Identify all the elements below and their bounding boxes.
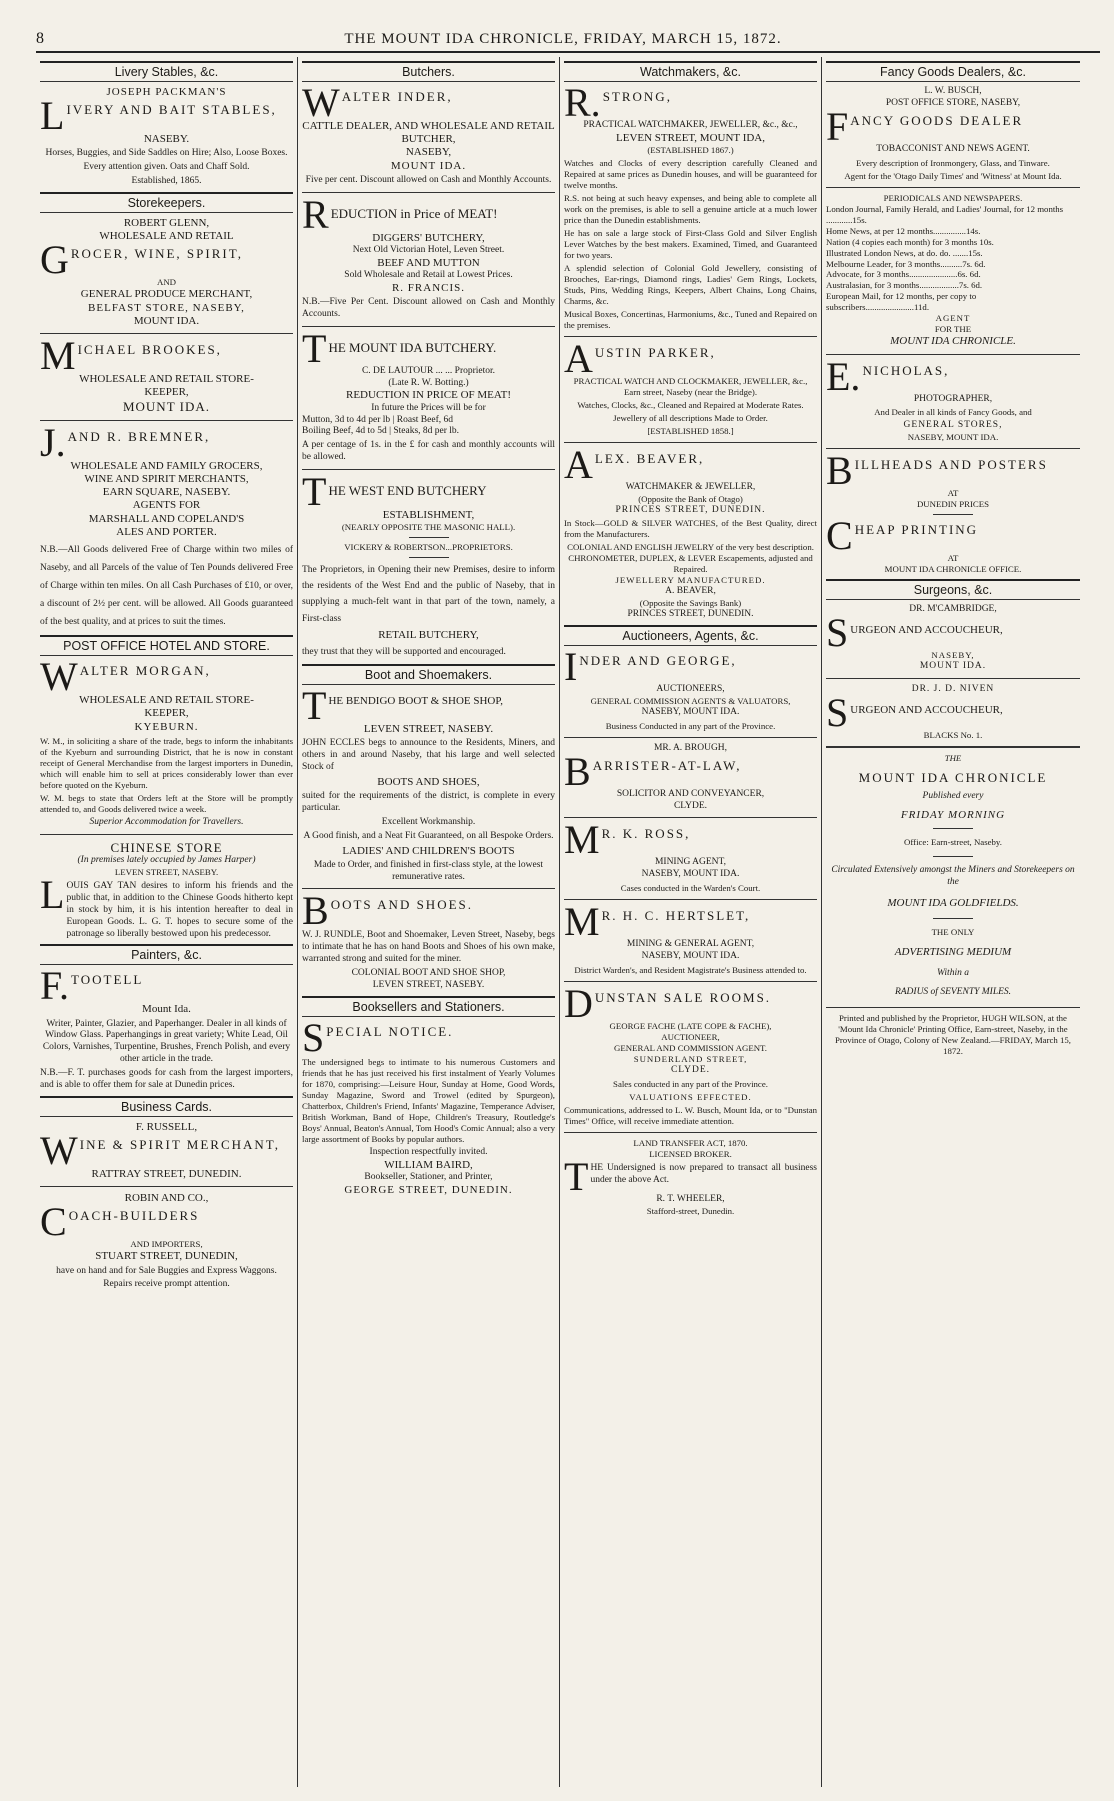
ad-place: NASEBY.	[143, 133, 190, 146]
ad-line: RADIUS of SEVENTY MILES.	[894, 987, 1012, 998]
ad-body: have on hand and for Sale Buggies and Express Waggons.	[56, 1265, 277, 1276]
divider	[409, 557, 449, 558]
ad-headline: W ALTER INDER,	[302, 80, 453, 125]
divider	[409, 537, 449, 538]
column-2	[298, 57, 560, 1787]
drop-cap: W	[40, 654, 78, 700]
ad-name: F. RUSSELL,	[135, 1120, 198, 1133]
ad-line: DUNEDIN PRICES	[916, 499, 990, 510]
column-3	[560, 57, 822, 1787]
divider	[564, 737, 817, 738]
divider	[933, 828, 973, 829]
section-heading: Auctioneers, Agents, &c.	[564, 625, 817, 646]
divider	[564, 981, 817, 982]
ad-line: BLACKS No. 1.	[923, 729, 983, 740]
ad-line: MINING AGENT,	[654, 857, 727, 868]
ad-line: WHOLESALE AND RETAIL STORE-	[79, 372, 254, 385]
ad-headline: B ARRISTER-AT-LAW,	[564, 748, 742, 794]
ad-line: STUART STREET, DUNEDIN,	[95, 1250, 238, 1263]
ad-body: Made to Order, and finished in first-class style, at the lowest remunerative rates.	[313, 859, 544, 882]
ad-line: WHOLESALE AND FAMILY GROCERS,	[70, 459, 263, 472]
ad-line: LEVEN STREET, NASEBY.	[114, 867, 219, 878]
ad-line: NASEBY, MOUNT IDA.	[641, 706, 740, 717]
ad-body: N.B.—F. T. purchases goods for cash from the largest importers, and is able to offer them for sale at Dunedin prices.	[40, 1068, 293, 1090]
drop-cap: W	[302, 80, 340, 125]
drop-cap: L	[40, 872, 65, 918]
ad-line: MOUNT IDA.	[133, 314, 200, 327]
drop-cap: T	[302, 325, 327, 371]
divider	[40, 834, 293, 835]
ad-headline: T HE MOUNT IDA BUTCHERY.	[302, 325, 497, 371]
divider	[40, 1186, 293, 1187]
divider	[302, 469, 555, 470]
ad-headline: M R. K. ROSS,	[564, 817, 691, 863]
ad-name: ROBERT GLENN,	[123, 217, 210, 229]
price-item: London Journal, Family Herald, and Ladies' Journal, for 12 months ............15s.	[826, 203, 1064, 225]
divider	[826, 187, 1080, 188]
ad-headline: L OUIS GAY TAN desires to inform his friends and the public that, in addition to the Chinese Goods hitherto kept in stock by him, it is his intention hereafter to deal in European Goods. L. G. T. hopes to secure some of the patronage so liberally bestowed upon his predecessor.	[40, 872, 293, 939]
drop-cap: F	[826, 103, 849, 149]
divider	[302, 888, 555, 889]
ad-line: Inspection respectfully invited.	[369, 1146, 488, 1157]
ad-headline: I NDER AND GEORGE,	[564, 644, 737, 690]
drop-cap: B	[826, 448, 853, 494]
section-heading: Booksellers and Stationers.	[302, 996, 555, 1017]
ad-line: Earn street, Naseby (near the Bridge).	[623, 386, 758, 397]
ad-body: suited for the requirements of the district, is complete in every particular.	[302, 791, 555, 813]
ad-line: BOOTS AND SHOES,	[377, 775, 480, 788]
divider	[564, 899, 817, 900]
ad-line: SOLICITOR AND CONVEYANCER,	[616, 788, 765, 799]
ad-line: NASEBY, MOUNT IDA.	[907, 432, 999, 443]
ad-line: LADIES' AND CHILDREN'S BOOTS	[342, 844, 515, 857]
ad-line: ADVERTISING MEDIUM	[894, 946, 1012, 959]
section-heading: Livery Stables, &c.	[40, 61, 293, 82]
ad-line: NASEBY, MOUNT IDA.	[641, 951, 740, 962]
ad-headline: S URGEON AND ACCOUCHEUR,	[826, 689, 1003, 735]
divider	[564, 817, 817, 818]
divider	[564, 1132, 817, 1133]
ad-line: CLYDE.	[670, 1064, 711, 1075]
drop-cap: M	[564, 899, 600, 945]
ad-line: THE	[944, 752, 962, 763]
ad-line: (Opposite the Bank of Otago)	[638, 493, 743, 504]
section-heading: Surgeons, &c.	[826, 579, 1080, 600]
ad-headline: M R. H. C. HERTSLET,	[564, 899, 751, 945]
ad-line: Mutton, 3d to 4d per lb | Roast Beef, 6d	[302, 414, 453, 425]
ad-line: Within a	[937, 967, 969, 978]
ad-line: (NEARLY OPPOSITE THE MASONIC HALL).	[341, 522, 516, 533]
divider	[933, 856, 973, 857]
divider	[564, 336, 817, 337]
ad-line: CLYDE.	[673, 800, 708, 811]
ad-body: Writer, Painter, Glazier, and Paperhanger. Dealer in all kinds of Window Glass. Paperhangings in great variety; White Lead, Oil Colors, Varnishes, Turpentine, Brushes, French Polish, and every other article in the trade.	[42, 1018, 291, 1065]
ad-name: CHINESE STORE	[110, 839, 223, 855]
ad-line: GENERAL PRODUCE MERCHANT,	[80, 288, 253, 301]
ad-line: VALUATIONS EFFECTED.	[629, 1091, 752, 1102]
ad-line: Stafford-street, Dunedin.	[646, 1205, 735, 1216]
ad-line: COLONIAL BOOT AND SHOE SHOP,	[351, 968, 506, 979]
ad-line: GENERAL AND COMMISSION AGENT.	[614, 1042, 767, 1053]
ad-established: [ESTABLISHED 1858.]	[647, 425, 734, 436]
drop-cap: A	[564, 441, 593, 487]
section-heading: Storekeepers.	[40, 192, 293, 213]
ad-name: L. W. BUSCH,	[924, 86, 982, 96]
ad-headline: W ALTER MORGAN,	[40, 654, 211, 700]
section-heading: Business Cards.	[40, 1096, 293, 1117]
masthead	[36, 30, 1100, 53]
drop-cap: S	[826, 689, 849, 735]
ad-line: Office: Earn-street, Naseby.	[904, 837, 1002, 848]
drop-cap: T	[564, 1153, 589, 1199]
price-item: Melbourne Leader, for 3 months..........7s. 6d.	[826, 258, 986, 269]
drop-cap: R	[302, 191, 329, 237]
ad-name: PERIODICALS AND NEWSPAPERS.	[883, 192, 1023, 203]
ad-line: KEEPER,	[144, 386, 189, 399]
ad-body: JOHN ECCLES begs to announce to the Residents, Miners, and others in and around Naseby, that his large and well selected Stock of	[302, 738, 555, 772]
ad-line: AUCTIONEER,	[661, 1031, 720, 1042]
ad-line: R. FRANCIS.	[391, 281, 466, 294]
price-item: Home News, at per 12 months...............14s.	[826, 225, 981, 236]
ad-body: W. J. RUNDLE, Boot and Shoemaker, Leven Street, Naseby, begs to intimate that he has on hand Boots and Shoes of his own make, warranted strong and suited for the miner.	[302, 930, 555, 965]
ad-line: BEEF AND MUTTON	[377, 256, 480, 269]
ad-body: W. M. begs to state that Orders left at the Store will be promptly attended to, and Goods delivered twice a week.	[40, 792, 293, 814]
ad-line: GENERAL COMMISSION AGENTS & VALUATORS,	[590, 695, 791, 706]
drop-cap: E.	[826, 353, 861, 399]
ad-line: PRACTICAL WATCHMAKER, JEWELLER, &c., &c.,	[583, 120, 798, 130]
ad-line: VICKERY & ROBERTSON...PROPRIETORS.	[344, 542, 513, 553]
ad-line: Excellent Workmanship.	[381, 816, 476, 827]
ad-line: FRIDAY MORNING	[900, 809, 1006, 822]
ad-line: A. BEAVER,	[665, 586, 716, 597]
ad-body: In Stock—GOLD & SILVER WATCHES, of the Best Quality, direct from the Manufacturers.	[564, 518, 817, 540]
ad-headline: L IVERY AND BAIT STABLES,	[40, 93, 277, 139]
ad-body: A splendid selection of Colonial Gold Jewellery, consisting of Brooches, Ear-rings, Diamond rings, Ladies' Gem Rings, Lockets, Studs, Pins, Wedding Rings, Keepers, Albert Chains, Long Chains, Charms, &c.	[564, 262, 817, 306]
price-item: Illustrated London News, at do. do. .......15s.	[826, 247, 983, 258]
ad-body: Communications, addressed to L. W. Busch, Mount Ida, or to "Dunstan Times" Office, will receive immediate attention.	[564, 1104, 817, 1126]
ad-line: BELFAST STORE, NASEBY,	[88, 301, 245, 314]
ad-line: NASEBY,	[931, 650, 975, 661]
ad-body: W. M., in soliciting a share of the trade, begs to inform the inhabitants of the Kyeburn and surrounding District, that he is now in constant receipt of General Merchandise from the largest importers in Dunedin, which will enable him to sell at prices considerably lower than ever before quoted on the Kyeburn.	[40, 735, 293, 790]
ad-body: And Dealer in all kinds of Fancy Goods, and	[874, 407, 1032, 418]
ad-headline: W INE & SPIRIT MERCHANT,	[40, 1128, 281, 1174]
ad-established: (ESTABLISHED 1867.)	[647, 145, 734, 156]
ad-line: MOUNT IDA CHRONICLE.	[890, 335, 1016, 348]
ad-line: (Opposite the Savings Bank)	[639, 598, 742, 609]
drop-cap: C	[40, 1199, 67, 1245]
divider	[826, 678, 1080, 679]
drop-cap: G	[40, 237, 69, 283]
ad-headline: F ANCY GOODS DEALER	[826, 103, 1024, 149]
drop-cap: C	[826, 513, 853, 559]
ad-line: AND IMPORTERS,	[130, 1239, 203, 1250]
ad-body: Musical Boxes, Concertinas, Harmoniums, &c., Tuned and Repaired on the premises.	[564, 308, 817, 330]
divider	[302, 192, 555, 193]
ad-line: WINE AND SPIRIT MERCHANTS,	[84, 473, 249, 486]
ad-line: Published every	[922, 791, 984, 802]
price-item: Australasian, for 3 months..................7s. 6d.	[826, 280, 983, 291]
ad-name: DR. M'CAMBRIDGE,	[909, 604, 997, 615]
ad-line: AT	[947, 553, 959, 564]
ad-line: POST OFFICE STORE, NASEBY,	[885, 97, 1021, 108]
ad-headline: C HEAP PRINTING	[826, 513, 979, 559]
ad-line: THE ONLY	[931, 927, 975, 938]
ad-line: R. T. WHEELER,	[656, 1193, 725, 1204]
drop-cap: J.	[40, 419, 66, 465]
ad-line: GEORGE FACHE (LATE COPE & FACHE),	[609, 1020, 772, 1031]
drop-cap: S	[826, 610, 849, 656]
ad-body: The Proprietors, in Opening their new Premises, desire to inform the residents of the West End and the public of Naseby, that in supplying a much-felt want in that part of the town, namely, a First-class	[302, 565, 555, 624]
ad-line: CHRONOMETER, DUPLEX, & LEVER Escapements, adjusted and Repaired.	[568, 553, 813, 575]
divider	[302, 326, 555, 327]
ad-headline: S PECIAL NOTICE.	[302, 1014, 454, 1060]
ad-body: A Good finish, and a Neat Fit Guaranteed, on all Bespoke Orders.	[303, 830, 554, 841]
divider	[826, 746, 1080, 748]
ad-line: TOBACCONIST AND NEWS AGENT.	[876, 143, 1030, 154]
drop-cap: D	[564, 980, 593, 1026]
ad-line: EARN SQUARE, NASEBY.	[102, 486, 231, 499]
ad-line: PRINCES STREET, DUNEDIN.	[615, 504, 766, 515]
divider	[40, 333, 293, 334]
ad-body: Business Conducted in any part of the Province.	[605, 720, 776, 731]
drop-cap: L	[40, 93, 65, 139]
divider	[826, 448, 1080, 449]
ad-line: LEVEN STREET, NASEBY.	[372, 979, 485, 990]
ad-line: FOR THE	[934, 324, 972, 335]
ad-line: RATTRAY STREET, DUNEDIN.	[91, 1168, 242, 1181]
ad-line: WHOLESALE AND RETAIL	[99, 230, 234, 243]
drop-cap: B	[564, 748, 591, 794]
ad-headline: T HE WEST END BUTCHERY	[302, 469, 487, 514]
ad-line: (Late R. W. Botting.)	[388, 377, 469, 388]
ad-headline: C OACH-BUILDERS	[40, 1199, 200, 1245]
drop-cap: M	[564, 817, 600, 863]
section-heading: Painters, &c.	[40, 944, 293, 965]
ad-line: Boiling Beef, 4d to 5d | Steaks, 8d per lb.	[302, 426, 460, 437]
ad-line: LEVEN STREET, MOUNT IDA,	[616, 131, 765, 144]
ad-name: DR. J. D. NIVEN	[911, 683, 995, 694]
ad-line: SUNDERLAND STREET,	[633, 1053, 748, 1064]
section-heading: POST OFFICE HOTEL AND STORE.	[40, 635, 293, 656]
drop-cap: I	[564, 644, 578, 690]
ad-body: Agent for the 'Otago Daily Times' and 'Witness' at Mount Ida.	[844, 170, 1062, 181]
ad-line: Sold Wholesale and Retail at Lowest Prices.	[344, 269, 513, 280]
ad-headline: R EDUCTION in Price of MEAT!	[302, 191, 498, 237]
ad-headline: E. NICHOLAS,	[826, 353, 950, 399]
ad-body: The undersigned begs to intimate to his numerous Customers and friends that he has just received his first instalment of Yearly Volumes for 1870, comprising:—Leisure Hour, Sunday at Home, Good Words, Sunday Magazine, Sword and Trowel (edited by Spurgeon), Chatterbox, Children's Friend, Infants' Magazine, Temperance Adviser, British Workman, Band of Hope, Children's Treasury, Routledge's Boys' Annual, Beaton's Annual, Tom Hood's Comic Annual; also a very large assortment of Books by popular authors.	[302, 1056, 555, 1144]
ad-body: Repairs receive prompt attention.	[103, 1279, 230, 1290]
ad-established: Established, 1865.	[131, 176, 202, 187]
drop-cap: T	[302, 469, 327, 514]
ad-line: REDUCTION IN PRICE OF MEAT!	[346, 389, 511, 402]
ad-line: PHOTOGRAPHER,	[913, 393, 993, 404]
ad-body: Sales conducted in any part of the Province.	[613, 1078, 768, 1089]
ad-headline: B ILLHEADS AND POSTERS	[826, 448, 1048, 494]
section-heading: Watchmakers, &c.	[564, 61, 817, 82]
ad-line: In future the Prices will be for	[371, 402, 486, 413]
ad-name: JOSEPH PACKMAN'S	[106, 86, 227, 98]
ad-line: Bookseller, Stationer, and Printer,	[364, 1171, 493, 1182]
ad-headline: B OOTS AND SHOES.	[302, 888, 474, 934]
ad-line: Circulated Extensively amongst the Miners and Storekeepers on the	[831, 865, 1075, 888]
ad-name: MOUNT IDA CHRONICLE	[858, 769, 1048, 785]
ad-body: Every attention given. Oats and Chaff Sold.	[83, 162, 250, 173]
ad-line: AGENT	[935, 313, 971, 324]
ad-headline: A USTIN PARKER,	[564, 335, 716, 381]
ad-headline: T HE BENDIGO BOOT & SHOE SHOP,	[302, 683, 504, 729]
ad-tagline: Superior Accommodation for Travellers.	[89, 816, 244, 827]
ad-line: WHOLESALE AND RETAIL STORE-	[79, 694, 254, 707]
drop-cap: W	[40, 1128, 78, 1174]
ad-headline: F. TOOTELL	[40, 963, 144, 1009]
ad-line: DIGGERS' BUTCHERY,	[372, 231, 485, 244]
ad-line: AUCTIONEERS,	[656, 684, 725, 695]
drop-cap: S	[302, 1014, 325, 1060]
ad-name: WILLIAM BAIRD,	[384, 1158, 473, 1171]
ad-body: they trust that they will be supported and encouraged.	[302, 646, 506, 657]
ad-name: MR. A. BROUGH,	[653, 742, 728, 753]
drop-cap: B	[302, 888, 329, 934]
ad-headline: R. STRONG,	[564, 80, 672, 125]
ad-line: AGENTS FOR	[132, 499, 201, 512]
ad-body: N.B.—All Goods delivered Free of Charge within two miles of Naseby, and all Parcels of the value of Ten Pounds delivered Free of Charge within ten miles. On all Cash Purchases of £10, or over, a discount of 2½ per cent. will be allowed. All Goods guaranteed of the best quality, and at prices to suit the times.	[40, 545, 293, 628]
ad-headline: D UNSTAN SALE ROOMS.	[564, 980, 772, 1026]
ad-headline: J. AND R. BREMNER,	[40, 419, 211, 465]
ad-body: He has on sale a large stock of First-Class Gold and Silver English Lever Watches by the best makers. Examined, Timed, and Guaranteed for two years.	[564, 227, 817, 260]
ad-line: MARSHALL AND COPELAND'S	[88, 512, 245, 525]
ad-line: COLONIAL AND ENGLISH JEWELRY of the very best description.	[567, 542, 814, 553]
ad-line: GEORGE STREET, DUNEDIN.	[344, 1183, 513, 1196]
ad-line: JEWELLERY MANUFACTURED.	[615, 575, 766, 586]
columns	[36, 57, 1100, 1787]
ad-body: Every description of Ironmongery, Glass, and Tinware.	[856, 157, 1050, 168]
divider	[933, 514, 973, 515]
ad-body: Watches and Clocks of every description carefully Cleaned and Repaired at same prices as Dunedin houses, and will be guaranteed for twelve months.	[564, 158, 817, 191]
ad-body: District Warden's, and Resident Magistrate's Business attended to.	[574, 964, 807, 975]
ad-line: AND	[156, 277, 177, 288]
divider	[40, 420, 293, 421]
price-item: Advocate, for 3 months......................6s. 6d.	[826, 269, 981, 280]
ad-line: KYEBURN.	[134, 720, 199, 733]
ad-place: Mount Ida.	[142, 1003, 191, 1016]
divider	[933, 918, 973, 919]
drop-cap: M	[40, 332, 76, 378]
ad-line: MOUNT IDA.	[919, 661, 987, 672]
ad-headline: M ICHAEL BROOKES,	[40, 332, 222, 378]
ad-body: Five per cent. Discount allowed on Cash and Monthly Accounts.	[305, 174, 552, 185]
ad-line: LICENSED BROKER.	[649, 1148, 732, 1159]
column-4	[822, 57, 1084, 1787]
price-item: European Mail, for 12 months, per copy to subscribers......................11d.	[826, 291, 977, 313]
ad-line: C. DE LAUTOUR ... ... Proprietor.	[361, 365, 496, 376]
ad-line: (In premises lately occupied by James Harper)	[77, 855, 256, 866]
ad-line: NASEBY, MOUNT IDA.	[641, 869, 740, 880]
ad-body: A per centage of 1s. in the £ for cash and monthly accounts will be allowed.	[302, 440, 555, 463]
ad-headline: T HE Undersigned is now prepared to transact all business under the above Act.	[564, 1153, 817, 1199]
ad-line: WATCHMAKER & JEWELLER,	[625, 481, 756, 492]
ad-name: ROBIN AND CO.,	[124, 1192, 209, 1205]
page-number: 8	[36, 30, 44, 47]
ad-line: ESTABLISHMENT,	[382, 509, 475, 521]
ad-line: PRINCES STREET, DUNEDIN.	[627, 609, 754, 620]
ad-line: KEEPER,	[144, 707, 189, 720]
ad-line: ALES AND PORTER.	[116, 525, 217, 538]
ad-name: LAND TRANSFER ACT, 1870.	[633, 1137, 748, 1148]
ad-body: Cases conducted in the Warden's Court.	[620, 883, 761, 894]
ad-body: Jewellery of all descriptions Made to Order.	[613, 412, 768, 423]
ad-body: R.S. not being at such heavy expenses, and being able to complete all work on the premises, is able to sell a genuine article at a much lower price than the Dunedin establishments.	[564, 193, 817, 225]
divider	[564, 442, 817, 443]
ad-line: MOUNT IDA.	[122, 399, 211, 415]
ad-headline: A LEX. BEAVER,	[564, 441, 705, 487]
ad-line: Next Old Victorian Hotel, Leven Street.	[352, 244, 505, 255]
ad-headline: S URGEON AND ACCOUCHEUR,	[826, 610, 1003, 656]
price-item: Nation (4 copies each month) for 3 months 10s.	[826, 236, 994, 247]
page-title: THE MOUNT IDA CHRONICLE, FRIDAY, MARCH 15, 1872.	[344, 31, 782, 47]
drop-cap: T	[302, 683, 327, 729]
ad-line: LEVEN STREET, NASEBY.	[363, 723, 494, 736]
drop-cap: R.	[564, 80, 601, 125]
ad-line: NASEBY,	[405, 146, 452, 159]
ad-line: MOUNT IDA.	[390, 159, 467, 172]
column-1	[36, 57, 298, 1787]
imprint: Printed and published by the Proprietor, HUGH WILSON, at the 'Mount Ida Chronicle' Printing Office, Earn-street, Naseby, in the Province of Otago, Colony of New Zealand.—FRIDAY, March 15, 1872.	[834, 1013, 1072, 1057]
ad-headline: G ROCER, WINE, SPIRIT,	[40, 237, 243, 283]
divider	[826, 354, 1080, 355]
section-heading: Fancy Goods Dealers, &c.	[826, 61, 1080, 82]
drop-cap: A	[564, 335, 593, 381]
ad-line: MINING & GENERAL AGENT,	[626, 939, 755, 950]
ad-line: PRACTICAL WATCH AND CLOCKMAKER, JEWELLER, &c.,	[573, 375, 808, 386]
ad-body: Horses, Buggies, and Side Saddles on Hire; Also, Loose Boxes.	[45, 148, 288, 159]
ad-line: AT	[947, 488, 959, 499]
drop-cap: F.	[40, 963, 70, 1009]
ad-body: Watches, Clocks, &c., Cleaned and Repaired at Moderate Rates.	[577, 399, 804, 410]
ad-line: MOUNT IDA GOLDFIELDS.	[887, 897, 1019, 910]
divider	[826, 1007, 1080, 1008]
ad-line: MOUNT IDA CHRONICLE OFFICE.	[884, 564, 1022, 575]
ad-body: N.B.—Five Per Cent. Discount allowed on Cash and Monthly Accounts.	[302, 296, 555, 319]
ad-line: CATTLE DEALER, AND WHOLESALE AND RETAIL BUTCHER,	[302, 120, 555, 146]
section-heading: Boot and Shoemakers.	[302, 664, 555, 685]
ad-line: GENERAL STORES,	[903, 420, 1003, 431]
section-heading: Butchers.	[302, 61, 555, 82]
ad-line: RETAIL BUTCHERY,	[378, 628, 479, 641]
